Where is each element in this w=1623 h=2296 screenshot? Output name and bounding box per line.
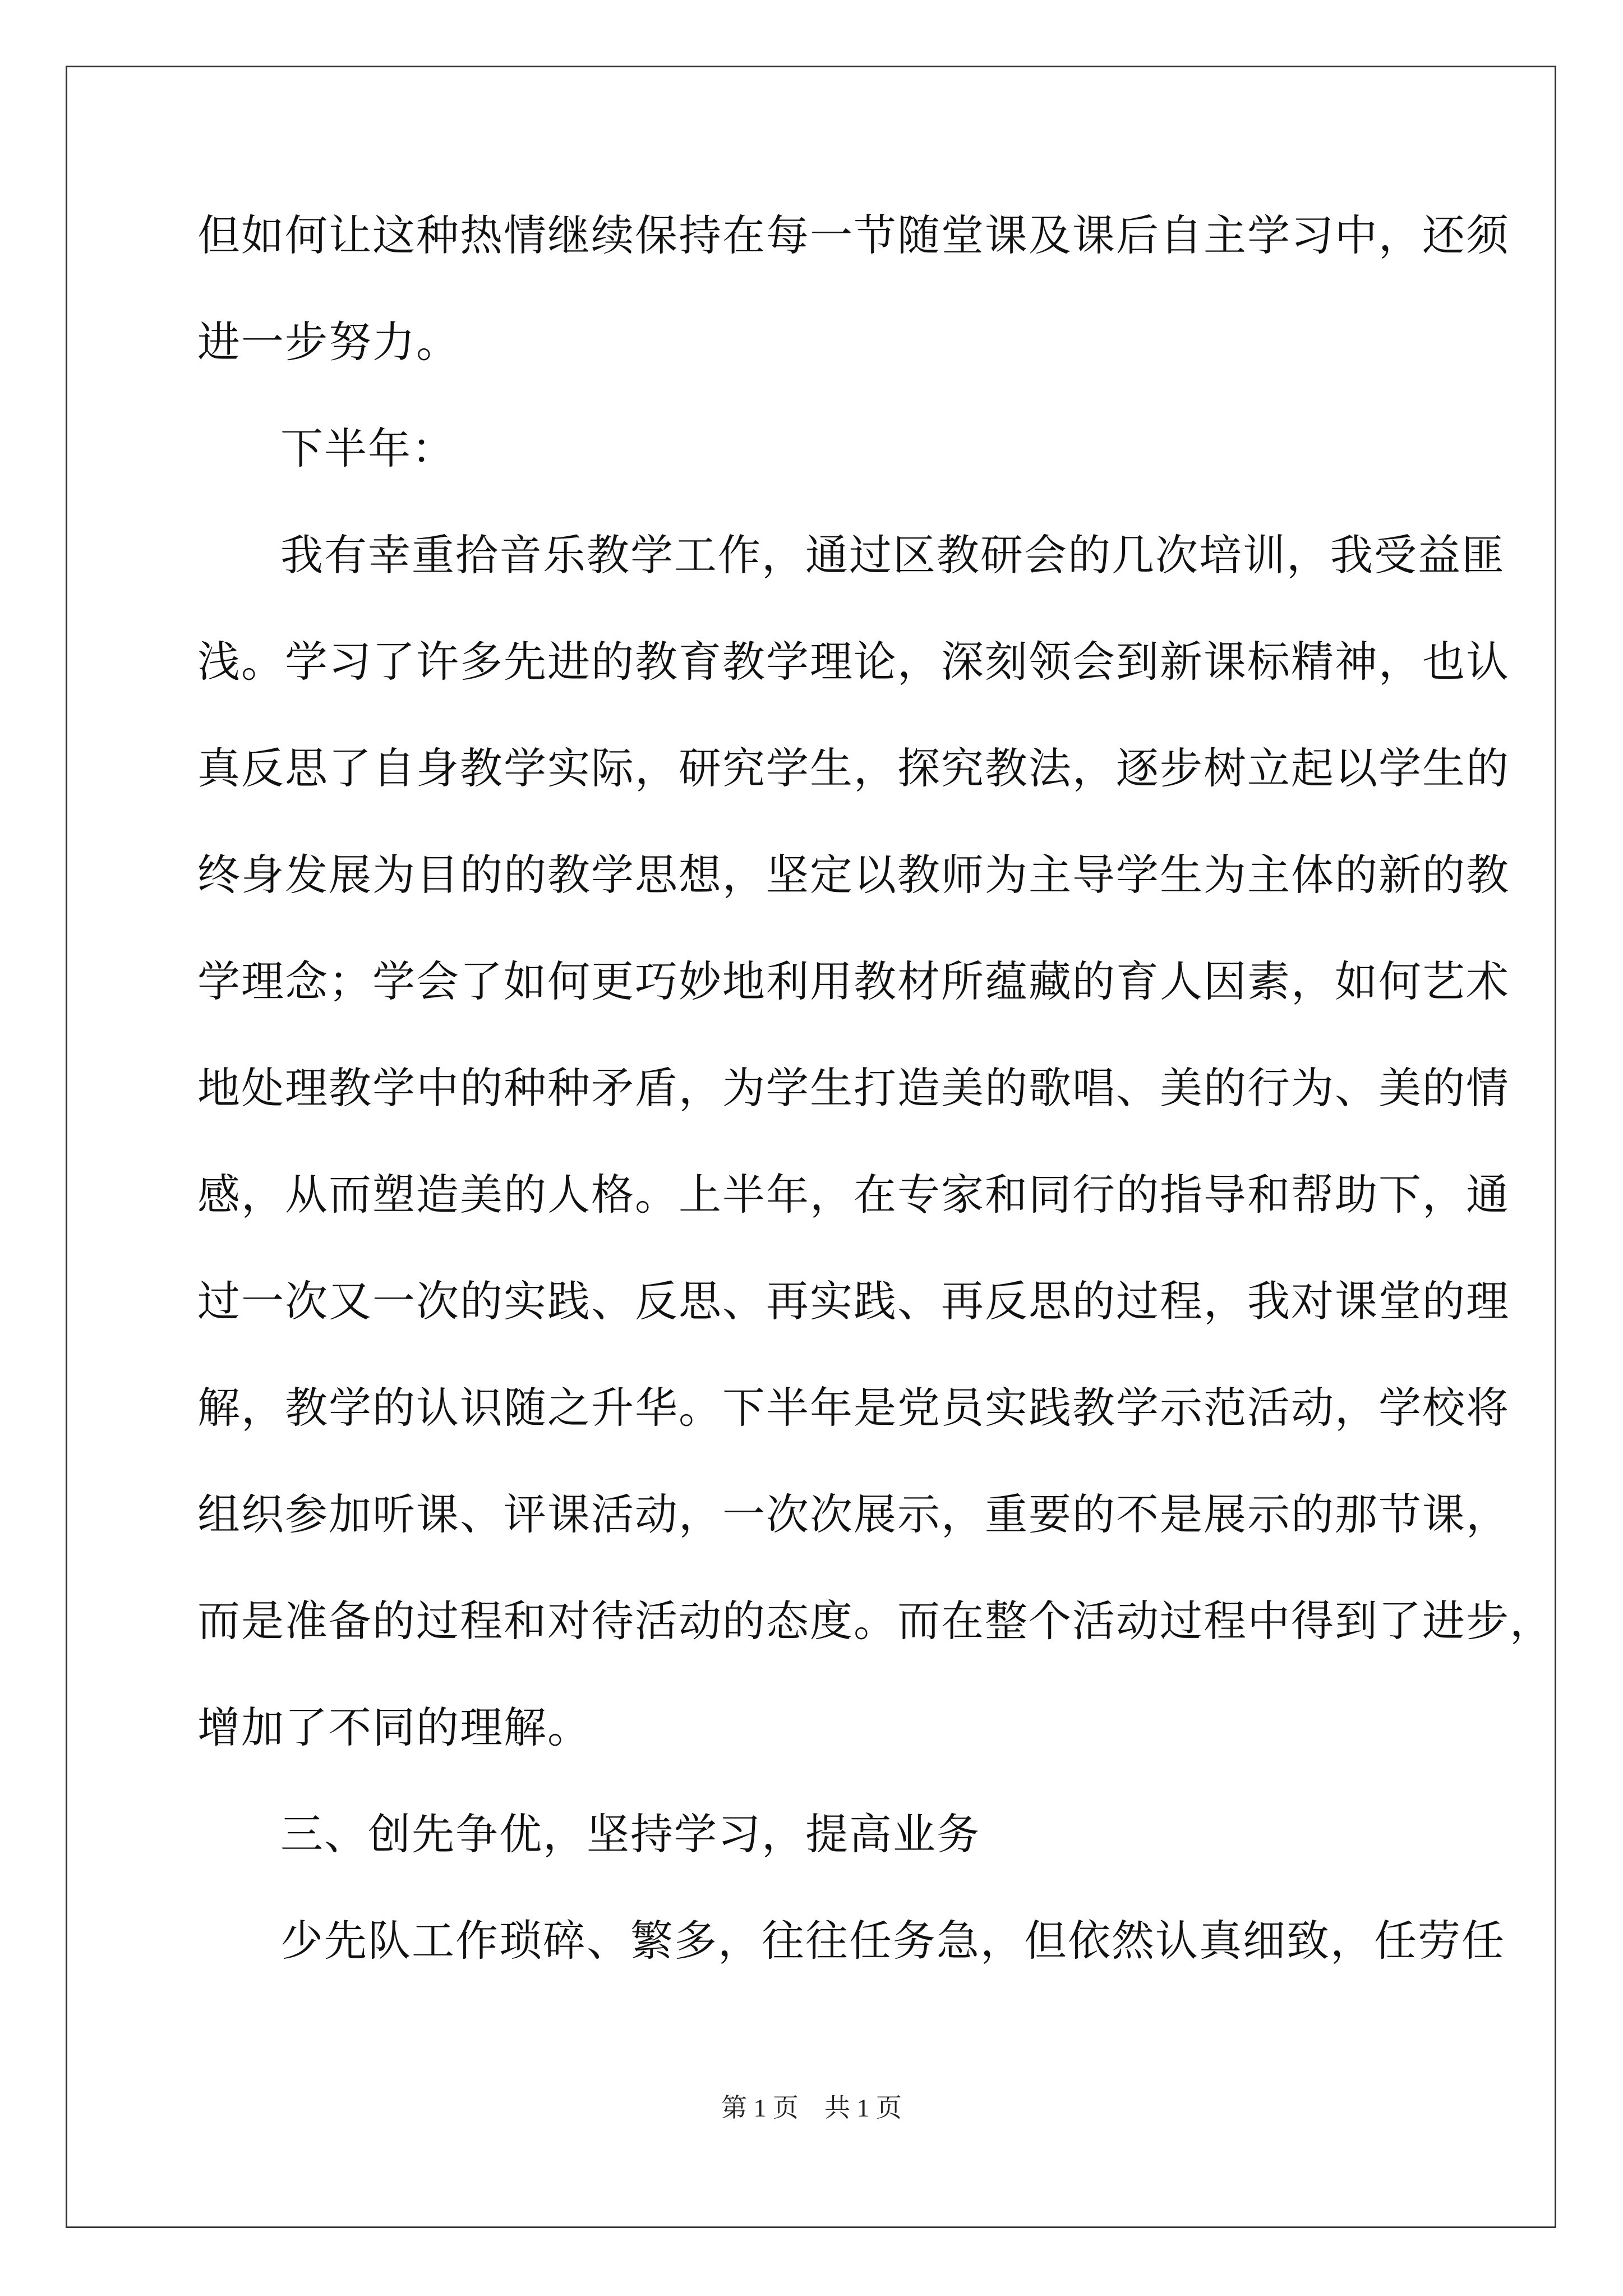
text-line: 组织参加听课、评课活动，一次次展示，重要的不是展示的那节课， [197,1489,1510,1539]
page-number: 第 1 页 [721,2093,799,2122]
text-line: 终身发展为目的的教学思想，坚定以教师为主导学生为主体的新的教 [197,850,1510,900]
text-line: 真反思了自身教学实际，研究学生，探究教法，逐步树立起以学生的 [197,743,1510,793]
text-line: 过一次又一次的实践、反思、再实践、再反思的过程，我对课堂的理 [197,1276,1510,1326]
page-border [66,66,1556,2228]
text-line: 但如何让这种热情继续保持在每一节随堂课及课后自主学习中，还须 [197,210,1510,260]
text-line: 地处理教学中的种种矛盾，为学生打造美的歌唱、美的行为、美的情 [197,1063,1510,1113]
text-line: 我有幸重拾音乐教学工作，通过区教研会的几次培训，我受益匪 [280,530,1505,580]
text-line: 学理念；学会了如何更巧妙地利用教材所蕴藏的育人因素，如何艺术 [197,956,1510,1006]
text-line: 感，从而塑造美的人格。上半年，在专家和同行的指导和帮助下，通 [197,1170,1510,1220]
text-line: 而是准备的过程和对待活动的态度。而在整个活动过程中得到了进步， [197,1596,1553,1646]
text-line: 进一步努力。 [197,317,460,367]
text-line: 浅。学习了许多先进的教育教学理论，深刻领会到新课标精神，也认 [197,637,1510,687]
text-line: 解，教学的认识随之升华。下半年是党员实践教学示范活动，学校将 [197,1383,1510,1433]
page-total: 共 1 页 [824,2093,902,2122]
section-heading: 三、创先争优，坚持学习，提高业务 [280,1809,980,1859]
page-footer [0,2091,1623,2125]
text-line: 下半年： [280,424,455,473]
text-line: 增加了不同的理解。 [197,1703,591,1752]
text-line: 少先队工作琐碎、繁多，往往任务急，但依然认真细致，任劳任 [280,1916,1505,1966]
